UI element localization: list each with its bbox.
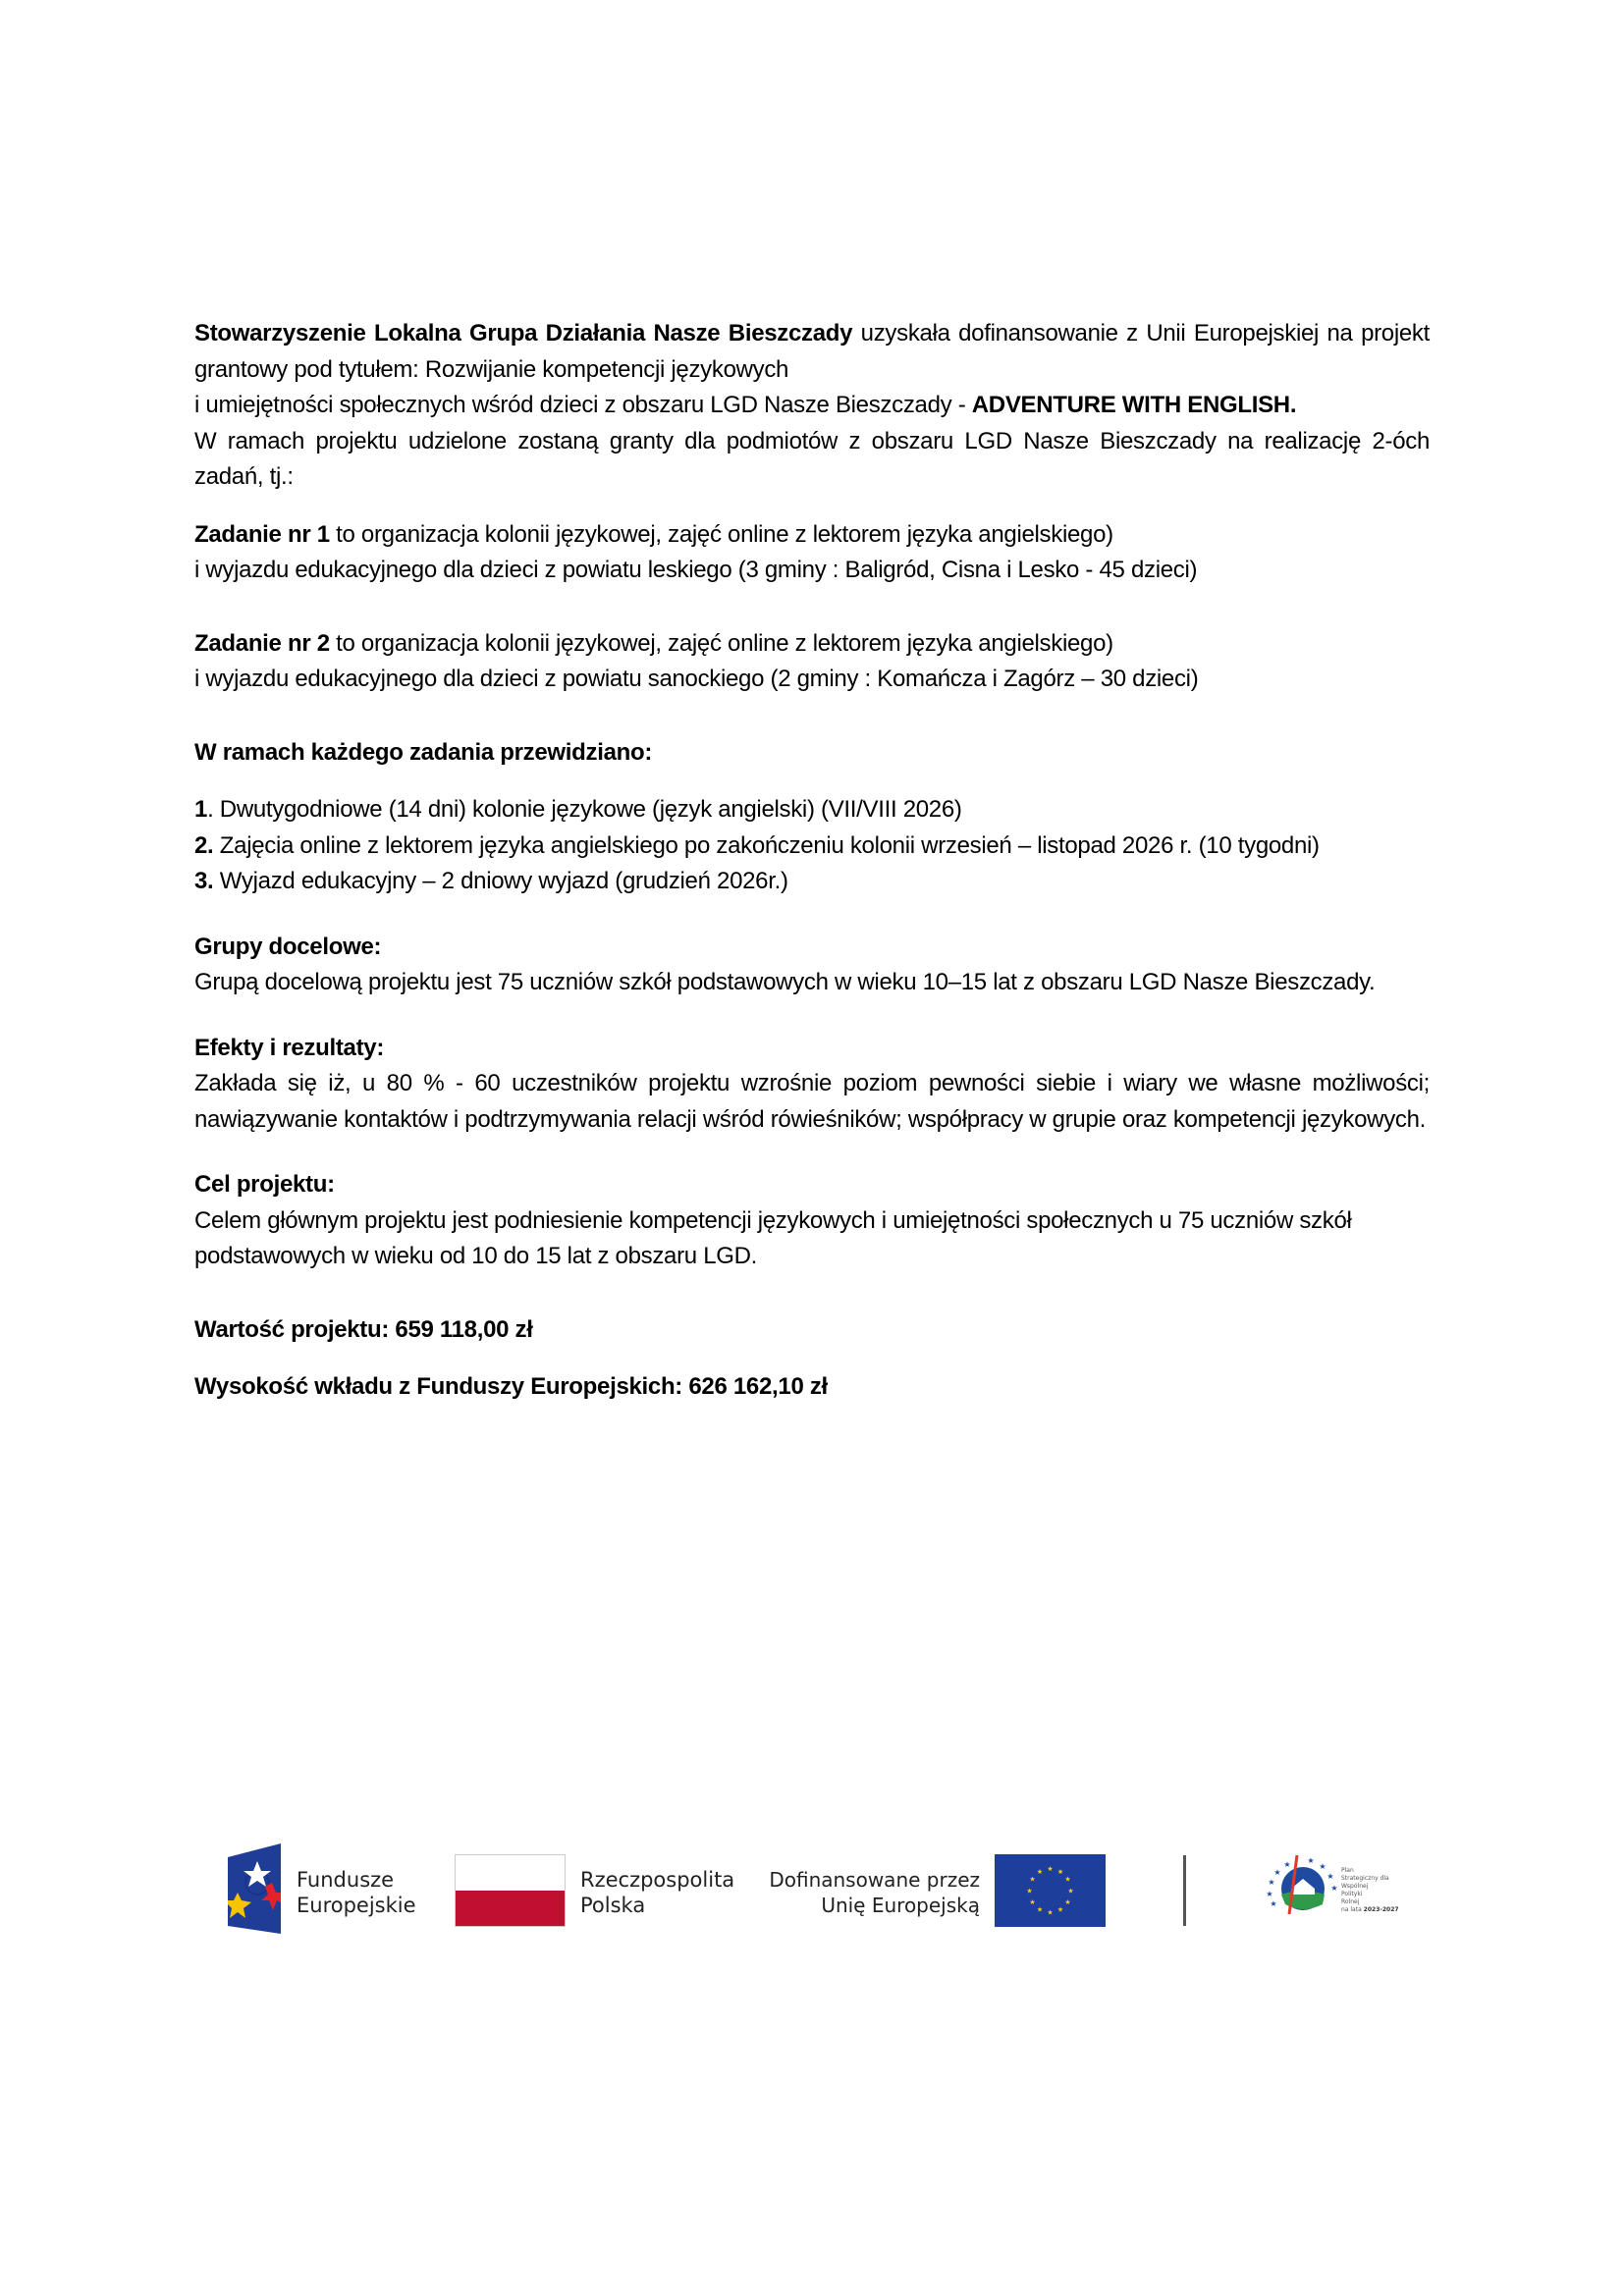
polish-flag-icon <box>455 1854 566 1927</box>
document-body <box>194 316 1430 1406</box>
ps-line-4: Polityki <box>1341 1891 1363 1897</box>
task-1-line-2: i wyjazdu edukacyjnego dla dzieci z powiatu leskiego (3 gminy : Baligród, Cisna i Lesko - 45 dzieci) <box>194 557 1198 583</box>
svg-text:★: ★ <box>1270 1899 1277 1908</box>
effects-section <box>194 1031 1430 1139</box>
project-name: ADVENTURE WITH ENGLISH. <box>971 392 1297 418</box>
planned-item-2 <box>194 828 1430 865</box>
eu-flag-icon <box>995 1854 1106 1927</box>
ps-years-prefix: na lata <box>1341 1906 1364 1913</box>
organization-name: Stowarzyszenie Lokalna Grupa Działania Nasze Bieszczady <box>194 320 853 347</box>
planned-item-3 <box>194 864 1430 900</box>
planned-item-1-num: 1 <box>194 796 208 823</box>
rp-line-1: Rzeczpospolita <box>580 1868 735 1892</box>
svg-text:★: ★ <box>1056 1868 1064 1876</box>
planned-item-1-text: . Dwutygodniowe (14 dni) kolonie językowe (język angielski) (VII/VIII 2026) <box>207 796 962 823</box>
intro-text-1: uzyskała dofinansowanie z Unii Europejskiej na projekt grantowy pod tytułem: Rozwijanie kompetencji językowych <box>194 320 1431 383</box>
svg-text:★: ★ <box>1330 1884 1338 1893</box>
svg-text:★: ★ <box>1036 1905 1044 1914</box>
svg-text:★: ★ <box>1307 1856 1315 1865</box>
planned-item-2-text: Zajęcia online z lektorem języka angielskiego po zakończeniu kolonii wrzesień – listopad 2026 r. (10 tygodni) <box>213 831 1320 859</box>
eu-contribution <box>194 1369 1430 1406</box>
planned-list <box>194 792 1430 900</box>
project-value-text: Wartość projektu: 659 118,00 zł <box>194 1315 533 1343</box>
target-groups-heading: Grupy docelowe: <box>194 933 382 960</box>
planned-heading <box>194 735 1430 772</box>
rzeczpospolita-polska-text <box>580 1867 734 1918</box>
task-1-line-1: to organizacja kolonii językowej, zajęć online z lektorem języka angielskiego) <box>329 520 1113 548</box>
eu-line-1: Dofinansowane przez <box>769 1868 980 1892</box>
goal-text: Celem głównym projektu jest podniesienie kompetencji językowych i umiejętności społecznych u 75 uczniów szkół podstawowych w wieku od 10 do 15 lat z obszaru LGD. <box>194 1206 1352 1269</box>
svg-text:★: ★ <box>1273 1868 1281 1877</box>
ps-line-2: Strategiczny dla <box>1341 1875 1389 1882</box>
task-2-line-2: i wyjazdu edukacyjnego dla dzieci z powiatu sanockiego (2 gminy : Komańcza i Zagórz – 30 dzieci) <box>194 666 1199 692</box>
fundusze-europejskie-text <box>297 1867 416 1918</box>
ps-years: 2023-2027 <box>1363 1906 1399 1913</box>
fe-line-1: Fundusze <box>297 1868 395 1892</box>
eu-contribution-text: Wysokość wkładu z Funduszy Europejskich: 626 162,10 zł <box>194 1373 828 1400</box>
svg-text:★: ★ <box>1029 1898 1036 1906</box>
ps-line-1: Plan <box>1341 1867 1354 1874</box>
plan-strategiczny-text <box>1341 1867 1399 1914</box>
svg-text:★: ★ <box>1266 1890 1273 1898</box>
plan-strategiczny-wpr-logo-icon <box>1262 1845 1340 1924</box>
task-1-label: Zadanie nr 1 <box>194 520 330 548</box>
ps-line-5: Rolnej <box>1341 1898 1360 1905</box>
task-2 <box>194 626 1430 698</box>
effects-heading: Efekty i rezultaty: <box>194 1034 385 1061</box>
svg-text:★: ★ <box>1056 1905 1064 1914</box>
planned-item-1 <box>194 792 1430 828</box>
task-1 <box>194 517 1430 589</box>
eu-line-2: Unię Europejską <box>821 1894 980 1917</box>
goal-section <box>194 1167 1430 1275</box>
effects-text: Zakłada się iż, u 80 % - 60 uczestników projektu wzrośnie poziom pewności siebie i wiary we własne możliwości; nawiązywanie kontaktów i podtrzymywania relacji wśród rówieśników; współpracy w grupie oraz kompetencji językowych. <box>194 1070 1430 1133</box>
svg-text:★: ★ <box>1064 1875 1071 1884</box>
svg-text:★: ★ <box>1029 1875 1036 1884</box>
task-2-label: Zadanie nr 2 <box>194 629 330 657</box>
planned-item-2-num: 2. <box>194 831 214 859</box>
ps-line-3: Wspólnej <box>1341 1883 1369 1890</box>
logo-divider <box>1183 1855 1186 1926</box>
svg-text:★: ★ <box>1326 1872 1334 1881</box>
fundusze-europejskie-logo-icon <box>228 1843 281 1934</box>
svg-text:★: ★ <box>1047 1908 1054 1917</box>
target-groups-text: Grupą docelową projektu jest 75 uczniów szkół podstawowych w wieku 10–15 lat z obszaru LGD Nasze Bieszczady. <box>194 969 1376 995</box>
rp-line-2: Polska <box>580 1894 646 1917</box>
svg-text:★: ★ <box>1268 1878 1275 1887</box>
svg-text:★: ★ <box>1047 1865 1054 1873</box>
project-value <box>194 1312 1430 1349</box>
svg-text:★: ★ <box>1064 1898 1071 1906</box>
fe-line-2: Europejskie <box>297 1894 416 1917</box>
ps-line-6 <box>1341 1906 1399 1914</box>
planned-item-3-text: Wyjazd edukacyjny – 2 dniowy wyjazd (grudzień 2026r.) <box>213 868 788 894</box>
svg-text:★: ★ <box>1283 1860 1291 1869</box>
goal-heading: Cel projektu: <box>194 1171 335 1198</box>
svg-text:★: ★ <box>1319 1862 1326 1871</box>
intro-text-2: i umiejętności społecznych wśród dzieci z obszaru LGD Nasze Bieszczady - <box>194 392 972 418</box>
svg-text:★: ★ <box>1026 1887 1033 1896</box>
target-groups-section <box>194 930 1430 1001</box>
funding-logos-bar <box>0 1834 1624 1971</box>
svg-text:★: ★ <box>1067 1887 1074 1896</box>
planned-item-3-num: 3. <box>194 868 214 894</box>
planned-heading-text: W ramach każdego zadania przewidziano: <box>194 738 653 766</box>
intro-text-3: W ramach projektu udzielone zostaną granty dla podmiotów z obszaru LGD Nasze Bieszczady na realizację 2-óch zadań, tj.: <box>194 427 1430 490</box>
intro-paragraph <box>194 316 1430 496</box>
svg-text:★: ★ <box>1036 1868 1044 1876</box>
eu-cofunded-text <box>746 1867 980 1918</box>
task-2-line-1: to organizacja kolonii językowej, zajęć online z lektorem języka angielskiego) <box>329 629 1113 657</box>
